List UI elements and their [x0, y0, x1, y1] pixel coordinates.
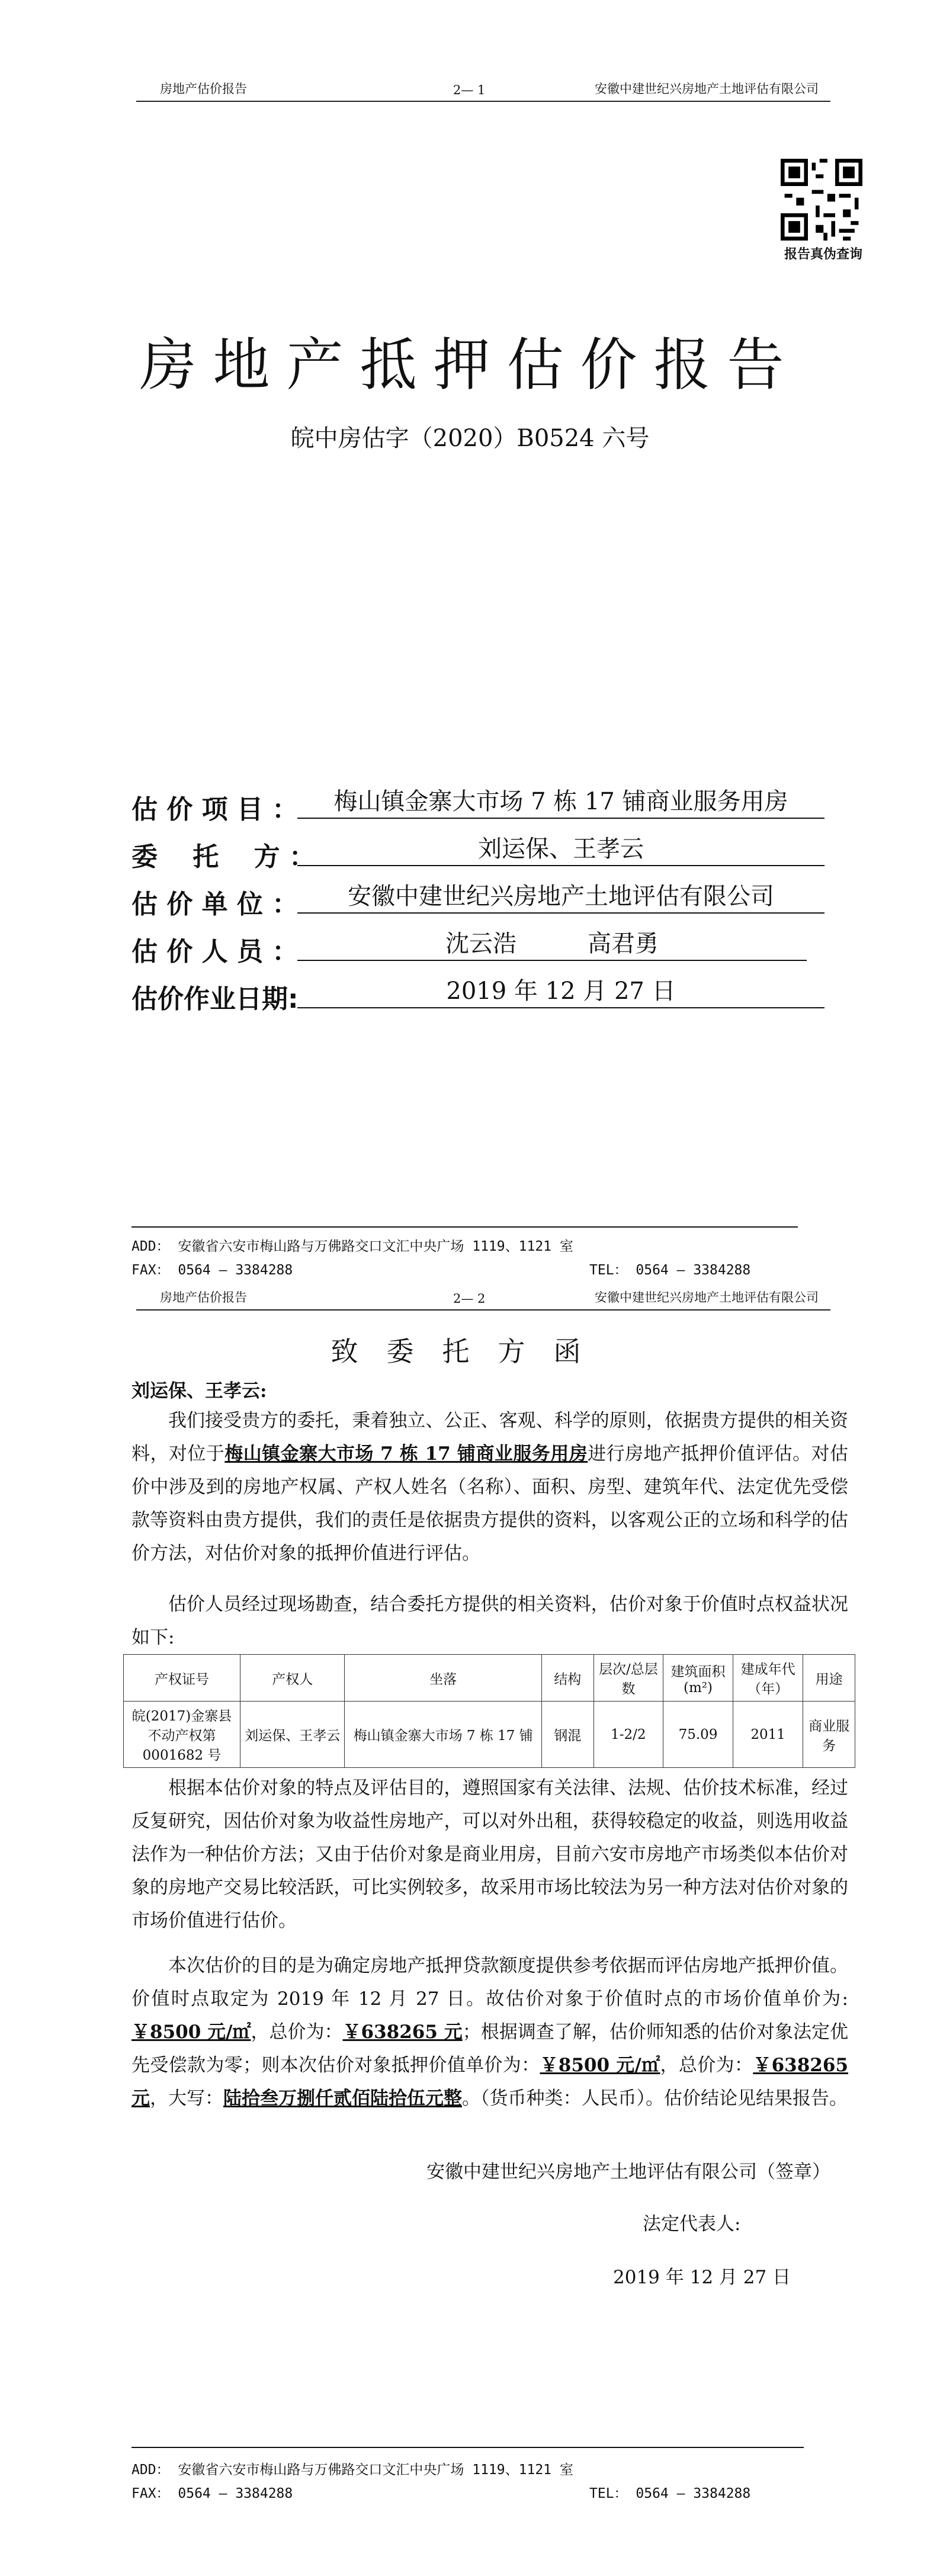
paragraph-method: 根据本估价对象的特点及评估目的，遵照国家有关法律、法规、估价技术标准，经过反复研究，因估价对象为收益性房地产，可以对外出租，获得较稳定的收益，则选用收益法作为一种估价方法；又由于估价对象是商业用房，目前六安市房地产市场类似本估价对象的房地产交易比较活跃，可比实例较多，故采用市场比较法为另一种方法对估价对象的市场价值进行估价。 — [131, 1777, 848, 1931]
table-header-row — [124, 1655, 855, 1702]
field-value-appraiser-org: 安徽中建世纪兴房地产土地评估有限公司 — [297, 880, 824, 914]
field-label-appraiser-org: 估 价 单 位 ： — [131, 889, 299, 919]
page1-footer-tel: TEL： 0564 — 3384288 — [589, 1263, 751, 1278]
signature-date: 2019 年 12 月 27 日 — [613, 2267, 791, 2288]
table-header: 建成年代（年） — [733, 1655, 803, 1702]
page2-footer-tel: TEL： 0564 — 3384288 — [589, 2486, 751, 2501]
table-header: 用途 — [803, 1655, 855, 1702]
qr-code-icon — [781, 159, 862, 241]
field-label-appraisers: 估 价 人 员 ： — [131, 937, 299, 967]
table-cell: 梅山镇金寨大市场 7 栋 17 铺 — [345, 1702, 541, 1768]
table-header: 坐落 — [345, 1655, 541, 1702]
field-value-appraisers: 沈云浩 高君勇 — [297, 928, 807, 961]
qr-caption: 报告真伪查询 — [784, 247, 862, 262]
header-right: 安徽中建世纪兴房地产土地评估有限公司 — [595, 1290, 819, 1305]
page2-footer-address: ADD： 安徽省六安市梅山路与万佛路交口文汇中央广场 1119、1121 室 — [131, 2462, 573, 2478]
paragraph-rights-status: 估价人员经过现场勘查，结合委托方提供的相关资料，估价对象于价值时点权益状况如下: — [131, 1594, 848, 1648]
table-header: 层次/总层数 — [593, 1655, 663, 1702]
field-value-work-date: 2019 年 12 月 27 日 — [297, 975, 824, 1008]
report-title: 房地产抵押估价报告 — [139, 332, 801, 398]
table-header: 产权人 — [240, 1655, 345, 1702]
table-cell: 1-2/2 — [593, 1702, 663, 1768]
table-header: 建筑面积(m²) — [663, 1655, 733, 1702]
page2-header — [136, 1286, 830, 1311]
table-cell: 皖(2017)金寨县不动产权第 0001682 号 — [124, 1702, 240, 1768]
header-right: 安徽中建世纪兴房地产土地评估有限公司 — [595, 82, 819, 96]
page1-footer-fax: FAX： 0564 — 3384288 — [131, 1263, 293, 1278]
report-number: 皖中房估字（2020）B0524 六号 — [290, 425, 650, 452]
property-table — [123, 1654, 855, 1768]
page2-footer-fax: FAX： 0564 — 3384288 — [131, 2486, 293, 2501]
table-cell: 刘运保、王孝云 — [240, 1702, 345, 1768]
page1-footer-address: ADD： 安徽省六安市梅山路与万佛路交口文汇中央广场 1119、1121 室 — [131, 1239, 573, 1254]
field-label-client: 委 托 方 ： — [131, 842, 315, 872]
field-label-work-date: 估价作业日期: — [131, 984, 299, 1014]
field-value-project: 梅山镇金寨大市场 7 栋 17 铺商业服务用房 — [297, 786, 824, 819]
page2-footer-rule — [131, 2447, 804, 2448]
paragraph-intro: 我们接受贵方的委托，秉着独立、公正、客观、科学的原则，依据贵方提供的相关资料，对位于梅山镇金寨大市场 7 栋 17 铺商业服务用房进行房地产抵押价值评估。对估价中涉及到的房地产权属、产权人姓名（名称）、面积、房型、建筑年代、法定优先受偿款等资料由贵方提供，我们的责任是依据贵方提供的资料，以客观公正的立场和科学的估价方法，对估价对象的抵押价值进行评估。 — [131, 1410, 849, 1564]
table-header: 结构 — [541, 1655, 593, 1702]
table-cell: 钢混 — [541, 1702, 593, 1768]
table-cell: 75.09 — [663, 1702, 733, 1768]
header-left: 房地产估价报告 — [160, 82, 247, 96]
header-left: 房地产估价报告 — [160, 1290, 247, 1305]
paragraph-conclusion: 本次估价的目的是为确定房地产抵押贷款额度提供参考依据而评估房地产抵押价值。价值时点取定为 2019 年 12 月 27 日。故估价对象于价值时点的市场价值单价为:￥8500 元/㎡，总价为：￥638265 元；根据调查了解，估价师知悉的估价对象法定优先受偿款为零；则本次估价对象抵押价值单价为：￥8500 元/㎡，总价为：￥638265 元，大写：陆拾叁万捌仟贰佰陆拾伍元整。（货币种类：人民币）。估价结论见结果报告。 — [131, 1955, 849, 2109]
table-cell: 2011 — [733, 1702, 803, 1768]
field-label-project: 估 价 项 目 ： — [131, 794, 299, 825]
letter-title: 致委托方函 — [331, 1335, 609, 1367]
page1-footer-rule — [131, 1226, 798, 1228]
signature-company: 安徽中建世纪兴房地产土地评估有限公司（签章） — [426, 2161, 830, 2183]
page1-header — [136, 77, 830, 102]
header-page-number: 2— 1 — [453, 83, 486, 97]
header-page-number: 2— 2 — [453, 1292, 486, 1306]
signature-legal-rep: 法定代表人: — [643, 2213, 741, 2235]
table-row — [124, 1702, 855, 1768]
salutation: 刘运保、王孝云: — [131, 1380, 267, 1402]
table-header: 产权证号 — [124, 1655, 240, 1702]
field-value-client: 刘运保、王孝云 — [297, 833, 824, 866]
table-cell: 商业服务 — [803, 1702, 855, 1768]
